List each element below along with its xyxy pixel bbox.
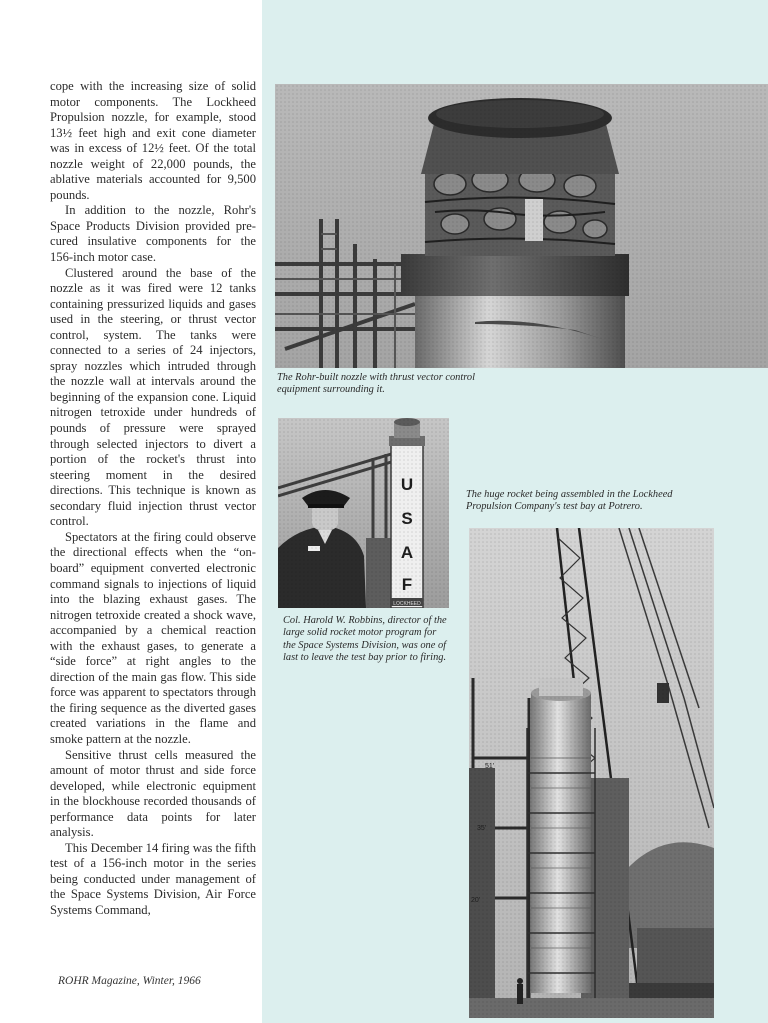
paragraph: cope with the increasing size of solid motor components. The Lockheed Propulsion nozzle, for example, stood 13½ feet high and exit cone diameter was in excess of 12½ feet. Of the total nozzle weight of 22,000 pounds, the ablative materials accounted for 9,500 pounds. [50,79,256,202]
colonel-caption: Col. Harold W. Robbins, director of the large solid rocket motor program for the Space Systems Division, was one of last to leave the test bay prior to firing. [283,615,447,664]
paragraph: Sensitive thrust cells measured the amount of motor thrust and side force developed, while electronic equipment in the blockhouse recorded thousands of performance data points for later analysis. [50,747,256,840]
rocket-caption: The huge rocket being assembled in the Lockheed Propulsion Company's test bay at Potrero. [466,489,673,513]
paragraph: Spectators at the firing could observe the directional effects when the “on-board” equipment converted electronic command signals to injections of liquid into the blazing exhaust gases. The nitrogen tetroxide created a shock wave, accompanied by a chemical reaction with the exhaust gases, to generate a “side force” at right angles to the direction of the main gas flow. This side force was apparent to spectators through the firing sequence as the diverted gases created variations in the flame and smoke pattern at the nozzle. [50,529,256,746]
nozzle-caption: The Rohr-built nozzle with thrust vector control equipment surrounding it. [277,372,475,396]
rocket-assembly-photo [469,528,714,1018]
paragraph: Clustered around the base of the nozzle as it was fired were 12 tanks containing pressurized liquids and gases used in the steering, or thrust vector control, system. The tanks were connected to a series of 24 injectors, spray nozzles which intruded through the nozzle wall at intervals around the beginning of the expansion cone. Liquid nitrogen tetroxide under hundreds of pounds of pressure were sprayed through selected injectors to divert a portion of the rocket's thrust into steering moment in the desired directions. This technique is known as secondary fluid injection thrust vector control. [50,265,256,529]
paragraph: This December 14 firing was the fifth test of a 156-inch motor in the series being conducted under management of the Space Systems Division, Air Force Systems Command, [50,840,256,917]
paragraph: In addition to the nozzle, Rohr's Space Products Division provided pre-cured insulative components for the 156-inch motor case. [50,203,256,265]
nozzle-photo [275,84,768,368]
colonel-photo [278,418,449,608]
article-body [50,79,256,919]
magazine-footer: ROHR Magazine, Winter, 1966 [58,975,201,987]
